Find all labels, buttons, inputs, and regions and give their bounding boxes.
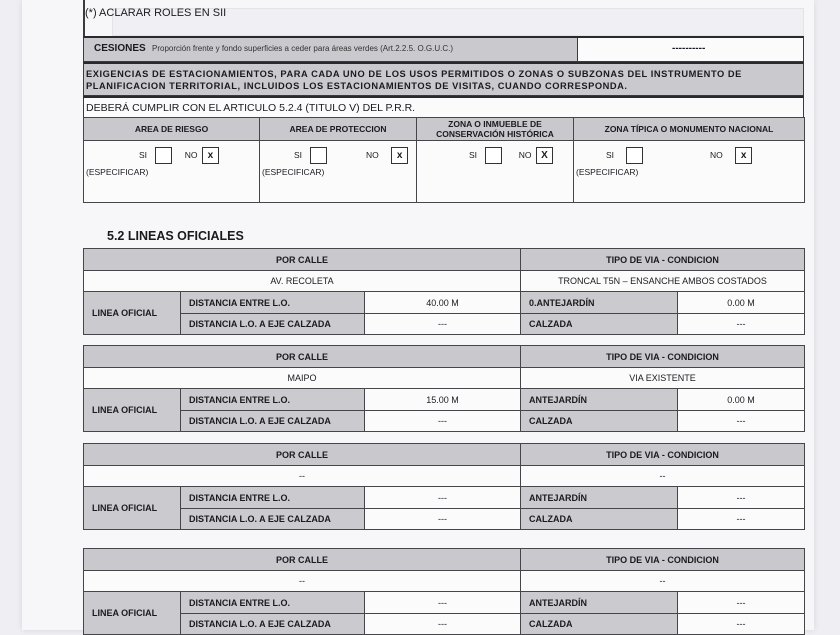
tipo-via-header: TIPO DE VIA - CONDICION <box>521 249 805 271</box>
cesiones-description: Proporción frente y fondo superficies a ceder para áreas verdes (Art.2.2.5. O.G.U.C.) <box>152 44 454 53</box>
distancia-eje-label: DISTANCIA L.O. A EJE CALZADA <box>181 509 365 530</box>
tipo-via-header: TIPO DE VIA - CONDICION <box>521 444 805 466</box>
si-label: SI <box>139 149 148 160</box>
si-checkbox[interactable] <box>485 147 502 164</box>
calzada-label: CALZADA <box>521 411 678 432</box>
no-checkbox[interactable]: x <box>735 147 752 164</box>
cesiones-value: ---------- <box>672 43 706 54</box>
distancia-eje-value: --- <box>365 509 521 530</box>
por-calle-header: POR CALLE <box>84 249 521 271</box>
tipo-via-value: -- <box>521 571 805 592</box>
si-checkbox[interactable] <box>626 147 643 164</box>
risk-cell-area-riesgo <box>84 141 260 203</box>
distancia-entre-label: DISTANCIA ENTRE L.O. <box>181 389 365 411</box>
distancia-eje-label: DISTANCIA L.O. A EJE CALZADA <box>181 411 365 432</box>
no-label: NO <box>710 149 723 160</box>
linea-oficial-label: LINEA OFICIAL <box>84 487 181 530</box>
calle-value: MAIPO <box>84 368 521 389</box>
tipo-via-value: VIA EXISTENTE <box>521 368 805 389</box>
cesiones-row <box>83 36 804 62</box>
estacionamientos-requirement-cell <box>83 96 804 118</box>
section-title: 5.2 LINEAS OFICIALES <box>107 229 244 243</box>
distancia-entre-value: --- <box>365 487 521 509</box>
risk-header-conservacion: ZONA O INMUEBLE DE CONSERVACIÓN HISTÓRICA <box>417 118 574 141</box>
calle-value: -- <box>84 571 521 592</box>
roles-note: (*) ACLARAR ROLES EN SII <box>85 7 227 19</box>
no-checkbox[interactable]: x <box>391 147 408 164</box>
si-checkbox[interactable] <box>155 147 172 164</box>
linea-oficial-label: LINEA OFICIAL <box>84 592 181 635</box>
tipo-via-value: TRONCAL T5N – ENSANCHE AMBOS COSTADOS <box>521 271 805 292</box>
estacionamientos-heading-cell <box>83 62 804 96</box>
no-label: NO <box>518 149 532 160</box>
risk-header-monumento: ZONA TÍPICA O MONUMENTO NACIONAL <box>574 118 805 141</box>
risk-cell-area-proteccion <box>260 141 417 203</box>
si-label: SI <box>606 149 615 160</box>
tipo-via-header: TIPO DE VIA - CONDICION <box>521 549 805 571</box>
risk-areas-table <box>83 117 805 203</box>
calzada-value: --- <box>678 509 805 530</box>
por-calle-header: POR CALLE <box>84 346 521 368</box>
no-label: NO <box>184 149 198 160</box>
cesiones-label-cell <box>84 38 578 61</box>
linea-oficial-label: LINEA OFICIAL <box>84 389 181 432</box>
antejardin-value: 0.00 M <box>678 292 805 314</box>
no-checkbox[interactable]: x <box>202 147 219 164</box>
specify-label: (ESPECIFICAR) <box>262 167 325 177</box>
specify-label: (ESPECIFICAR) <box>86 167 149 177</box>
distancia-entre-label: DISTANCIA ENTRE L.O. <box>181 487 365 509</box>
calzada-value: --- <box>678 411 805 432</box>
antejardin-label: 0.ANTEJARDÍN <box>521 292 678 314</box>
tipo-via-header: TIPO DE VIA - CONDICION <box>521 346 805 368</box>
antejardin-label: ANTEJARDÍN <box>521 487 678 509</box>
calzada-value: --- <box>678 314 805 335</box>
por-calle-header: POR CALLE <box>84 444 521 466</box>
calle-value: AV. RECOLETA <box>84 271 521 292</box>
distancia-eje-label: DISTANCIA L.O. A EJE CALZADA <box>181 614 365 635</box>
antejardin-label: ANTEJARDÍN <box>521 389 678 411</box>
risk-cell-monumento <box>574 141 805 203</box>
distancia-entre-label: DISTANCIA ENTRE L.O. <box>181 592 365 614</box>
calzada-label: CALZADA <box>521 314 678 335</box>
estacionamientos-heading: EXIGENCIAS DE ESTACIONAMIENTOS, PARA CADA UNO DE LOS USOS PERMITIDOS O ZONAS O SUBZONAS DEL INSTRUMENTO DE PLANIFICACION TERRITORIAL, INCLUIDOS LOS ESTACIONAMIENTOS DE VISITAS, CUANDO CORRESPONDA. <box>86 69 742 91</box>
risk-cell-conservacion <box>417 141 574 203</box>
distancia-eje-value: --- <box>365 411 521 432</box>
distancia-eje-label: DISTANCIA L.O. A EJE CALZADA <box>181 314 365 335</box>
linea-oficial-label: LINEA OFICIAL <box>84 292 181 335</box>
si-label: SI <box>294 149 303 160</box>
calzada-label: CALZADA <box>521 614 678 635</box>
linea-oficial-table <box>83 248 805 335</box>
linea-oficial-table <box>83 345 805 432</box>
antejardin-value: --- <box>678 592 805 614</box>
linea-oficial-table <box>83 443 805 530</box>
distancia-entre-label: DISTANCIA ENTRE L.O. <box>181 292 365 314</box>
tipo-via-value: -- <box>521 466 805 487</box>
distancia-eje-value: --- <box>365 314 521 335</box>
risk-header-area-proteccion: AREA DE PROTECCION <box>260 118 417 141</box>
no-label: NO <box>366 149 379 160</box>
distancia-entre-value: --- <box>365 592 521 614</box>
antejardin-value: --- <box>678 487 805 509</box>
calle-value: -- <box>84 466 521 487</box>
calzada-value: --- <box>678 614 805 635</box>
distancia-entre-value: 15.00 M <box>365 389 521 411</box>
specify-label: (ESPECIFICAR) <box>576 167 639 177</box>
cesiones-label: CESIONES <box>94 43 146 54</box>
linea-oficial-table <box>83 548 805 635</box>
no-checkbox[interactable]: X <box>536 147 553 164</box>
por-calle-header: POR CALLE <box>84 549 521 571</box>
calzada-label: CALZADA <box>521 509 678 530</box>
estacionamientos-requirement: DEBERÁ CUMPLIR CON EL ARTICULO 5.2.4 (TITULO V) DEL P.R.R. <box>86 102 416 114</box>
antejardin-value: 0.00 M <box>678 389 805 411</box>
distancia-entre-value: 40.00 M <box>365 292 521 314</box>
antejardin-label: ANTEJARDÍN <box>521 592 678 614</box>
si-label: SI <box>469 149 478 160</box>
si-checkbox[interactable] <box>310 147 327 164</box>
risk-header-area-riesgo: AREA DE RIESGO <box>84 118 260 141</box>
distancia-eje-value: --- <box>365 614 521 635</box>
